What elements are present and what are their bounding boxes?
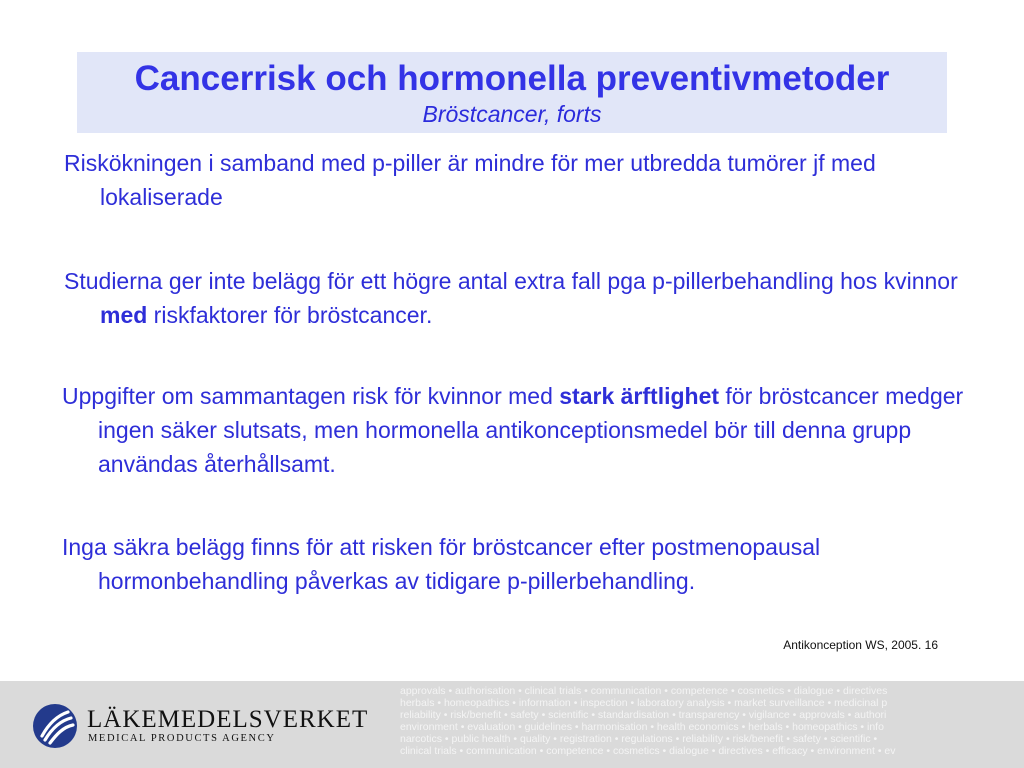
paragraph-3-text-end: för bröstcancer medger ingen säker slutsats, men hormonella antikonceptionsmedel bör till denna grupp användas återhållsamt. — [98, 383, 964, 477]
agency-logo-icon — [32, 703, 78, 749]
slide-subtitle: Bröstcancer, forts — [422, 101, 602, 127]
keyword-line: clinical trials • communication • competence • cosmetics • dialogue • directives • efficacy • environment • ev — [400, 745, 896, 757]
slide-title: Cancerrisk och hormonella preventivmetoder — [134, 59, 890, 98]
agency-subtitle: MEDICAL PRODUCTS AGENCY — [88, 733, 276, 744]
paragraph-2-text-start: Studierna ger inte belägg för ett högre antal extra fall pga p-pillerbehandling hos kvinnor — [64, 268, 958, 294]
keyword-line: approvals • authorisation • clinical trials • communication • competence • cosmetics • dialogue • directives — [400, 685, 888, 697]
paragraph-2-bold: med — [100, 302, 148, 328]
keyword-line: narcotics • public health • quality • registration • regulations • reliability • risk/benefit • safety • scientific • — [400, 733, 878, 745]
keyword-line: reliability • risk/benefit • safety • scientific • standardisation • transparency • vigilance • approvals • authori — [400, 709, 887, 721]
footer-bar — [0, 681, 1024, 768]
keyword-line: environment • evaluation • guidelines • harmonisation • health economics • herbals • homeopathics • info — [400, 721, 884, 733]
paragraph-2 — [64, 264, 960, 332]
paragraph-3-bold: stark ärftlighet — [559, 383, 720, 409]
title-banner — [77, 52, 947, 133]
keyword-line: herbals • homeopathics • information • inspection • laboratory analysis • market surveillance • medicinal p — [400, 697, 888, 709]
paragraph-3-text-start: Uppgifter om sammantagen risk för kvinnor med — [62, 383, 560, 409]
paragraph-3 — [62, 379, 978, 481]
paragraph-1: Riskökningen i samband med p-piller är mindre för mer utbredda tumörer jf med lokaliserade — [64, 150, 876, 210]
citation: Antikonception WS, 2005. 16 — [783, 638, 938, 652]
paragraph-4: Inga säkra belägg finns för att risken för bröstcancer efter postmenopausal hormonbehandling påverkas av tidigare p-pillerbehandling. — [62, 534, 821, 594]
keyword-watermark — [400, 685, 1024, 768]
paragraph-2-text-end: riskfaktorer för bröstcancer. — [147, 302, 433, 328]
agency-name: LÄKEMEDELSVERKET — [87, 706, 369, 733]
